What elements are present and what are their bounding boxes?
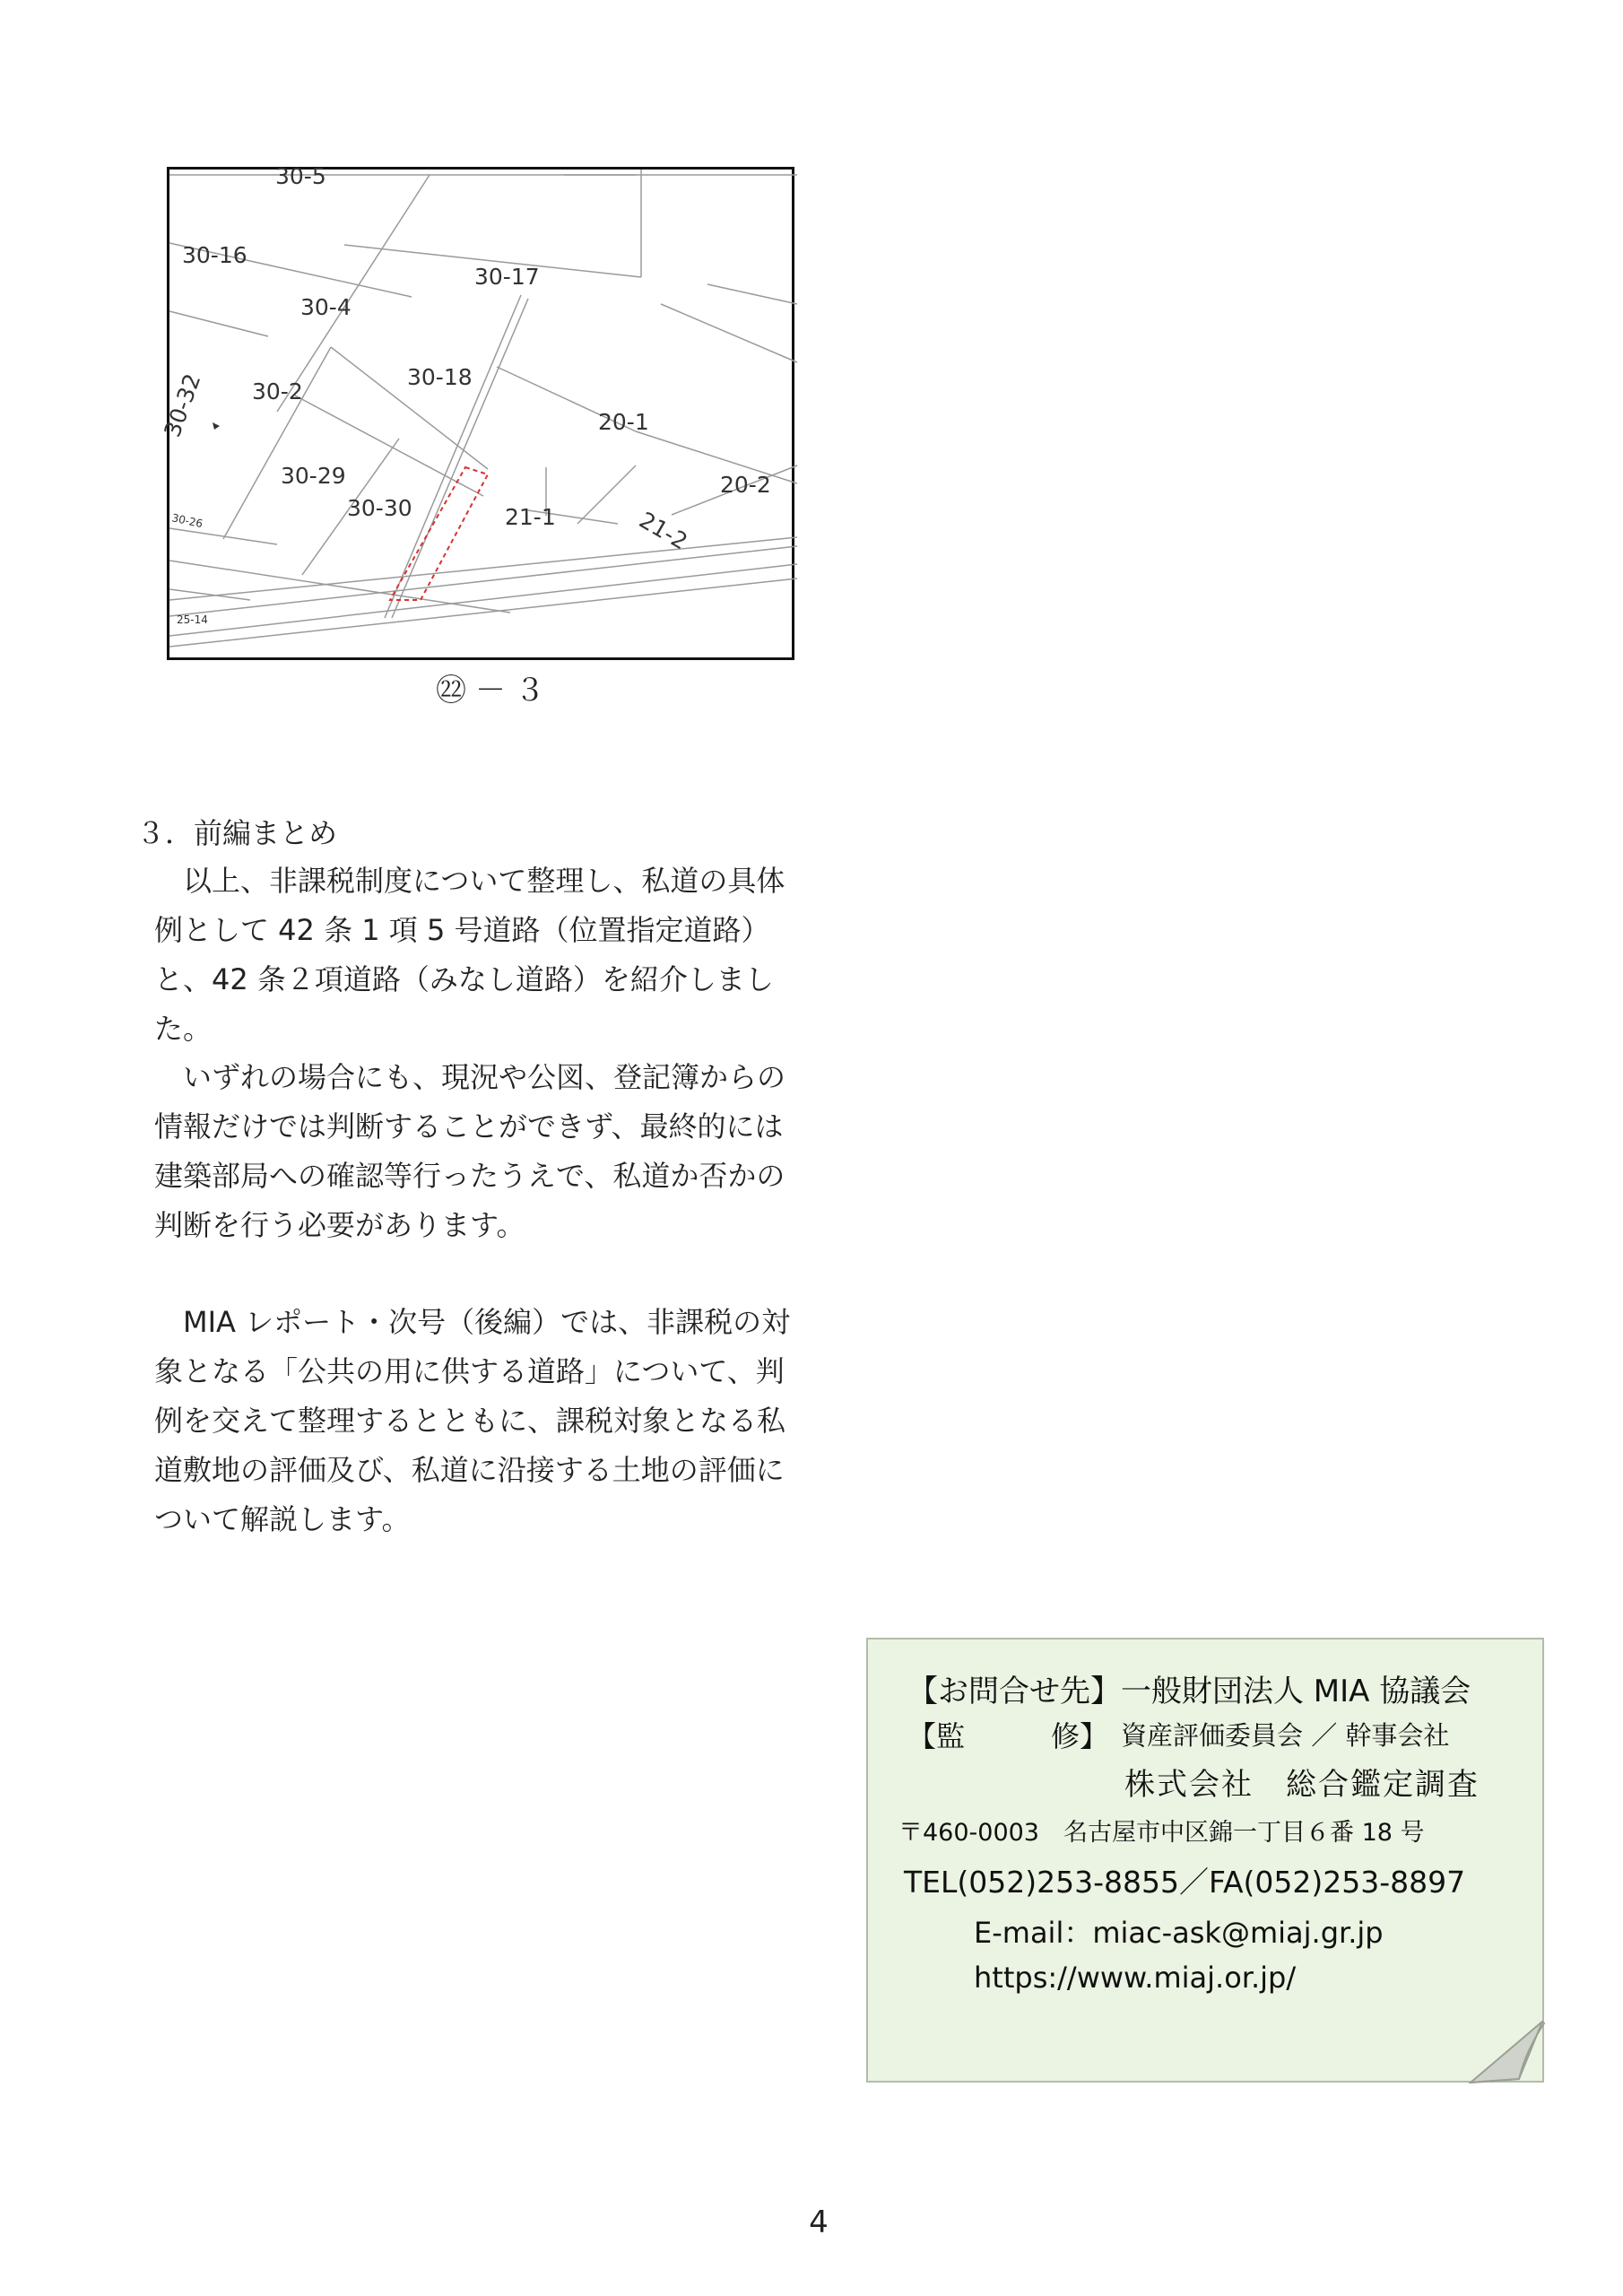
contact-url[interactable]: https://www.miaj.or.jp/ <box>974 1961 1297 1995</box>
text-line: 道敷地の評価及び、私道に沿接する土地の評価に <box>154 1453 785 1487</box>
text-line: 例として 42 条 1 項 5 号道路（位置指定道路） <box>154 913 770 947</box>
parcel-label-30-4: 30-4 <box>300 294 352 320</box>
text-line: いずれの場合にも、現況や公図、登記簿からの <box>154 1060 786 1094</box>
contact-tel: TEL(052)253-8855／FA(052)253-8897 <box>904 1865 1466 1900</box>
parcel-label-30-32: 30-32 <box>159 370 206 441</box>
figure-caption-marker: ㉒ <box>436 673 475 709</box>
contact-box <box>866 1638 1544 2083</box>
text-line: た。 <box>154 1012 213 1046</box>
text-line: 例を交えて整理するとともに、課税対象となる私 <box>154 1404 786 1438</box>
parcel-label-30-2: 30-2 <box>252 378 303 404</box>
contact-email[interactable]: E-mail：miac-ask@miaj.gr.jp <box>974 1916 1384 1950</box>
summary-paragraph-1 <box>154 857 802 1054</box>
parcel-label-30-18: 30-18 <box>407 364 473 390</box>
parcel-label-30-17: 30-17 <box>474 264 540 290</box>
text-line: と、42 条２項道路（みなし道路）を紹介しまし <box>154 962 774 996</box>
parcel-label-20-2: 20-2 <box>720 472 771 498</box>
parcel-label-30-5: 30-5 <box>275 163 326 189</box>
text-line: MIA レポート・次号（後編）では、非課税の対 <box>154 1305 791 1339</box>
contact-address: 〒460-0003 名古屋市中区錦一丁目６番 18 号 <box>898 1819 1425 1847</box>
cadastral-map <box>159 163 794 660</box>
contact-inquiry: 【お問合せ先】一般財団法人 MIA 協議会 <box>907 1674 1471 1709</box>
text-line: 判断を行う必要があります。 <box>154 1208 525 1242</box>
figure-caption-number: －３ <box>475 673 554 709</box>
parcel-label-30-30: 30-30 <box>347 495 412 521</box>
parcel-boundaries <box>169 170 797 647</box>
text-line: 建築部局への確認等行ったうえで、私道か否かの <box>154 1159 785 1193</box>
parcel-label-20-1: 20-1 <box>598 409 649 435</box>
parcel-label-21-1: 21-1 <box>505 504 556 530</box>
page-curl-icon <box>1471 2022 1546 2084</box>
section-heading: ３．前編まとめ <box>136 816 338 850</box>
summary-paragraph-2 <box>154 1053 802 1250</box>
text-line: 象となる「公共の用に供する道路」について、判 <box>154 1354 785 1388</box>
text-line: 以上、非課税制度について整理し、私道の具体 <box>154 864 785 898</box>
text-line: ついて解説します。 <box>154 1502 411 1536</box>
contact-company: 株式会社 総合鑑定調査 <box>1124 1767 1480 1803</box>
cadastral-map-drawing <box>159 163 797 663</box>
parcel-label-30-16: 30-16 <box>182 242 247 268</box>
text-line: 情報だけでは判断することができず、最終的には <box>154 1109 784 1144</box>
page-number: 4 <box>809 2205 829 2240</box>
contact-supervision-value: 資産評価委員会 ／ 幹事会社 <box>1121 1720 1450 1751</box>
next-issue-paragraph <box>154 1298 802 1544</box>
contact-supervision-label: 【監 修】 <box>907 1719 1109 1753</box>
figure-caption <box>436 665 554 709</box>
parcel-label-30-26: 30-26 <box>170 511 204 531</box>
arrow-icon <box>213 422 220 430</box>
subject-parcel-highlight <box>390 467 488 600</box>
parcel-label-21-2: 21-2 <box>635 507 692 555</box>
parcel-label-30-29: 30-29 <box>281 463 346 489</box>
parcel-label-25-14: 25-14 <box>177 613 208 626</box>
